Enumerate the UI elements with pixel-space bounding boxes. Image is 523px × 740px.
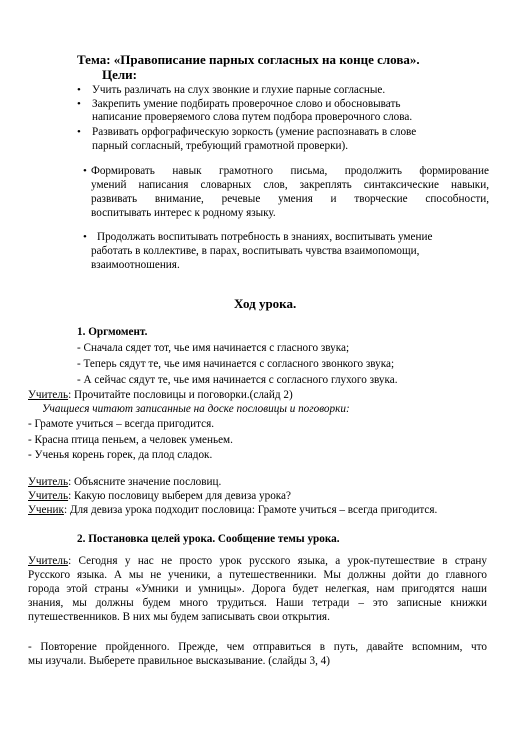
section-2-para-line-2: Русского языка. А мы не ученики, а путешественники. Мы должны дойти до главного (28, 569, 487, 581)
section-2-para-line-3: города этой страны «Умники и умницы». Дорога будет нелегкая, нам пригодятся наши (28, 583, 487, 595)
section-2-para-line-4: знания, мы должны будем много трудиться. Наши тетради – это записные книжки (28, 597, 487, 609)
goal-5-line-1: Продолжать воспитывать потребность в знаниях, воспитывать умение (97, 231, 433, 243)
section-1-line-2: - Теперь сядут те, чье имя начинается с согласного звонкого звука; (77, 358, 395, 370)
section-1-line-1: - Сначала сядет тот, чье имя начинается с гласного звука; (77, 342, 350, 354)
topic-title: Тема: «Правописание парных согласных на конце слова». (77, 52, 420, 67)
proverb-2: - Красна птица пеньем, а человек уменьем. (28, 434, 233, 446)
bullet-icon: • (77, 98, 81, 110)
line-text: : Прочитайте пословицы и поговорки.(слайд 2) (68, 389, 293, 401)
bullet-icon: • (83, 231, 87, 243)
line-text: : Объясните значение пословиц. (68, 476, 222, 488)
section-2-para-line-1 (28, 555, 487, 568)
goal-4-line-1: Формировать навык грамотного письма, продолжить формирование (91, 165, 489, 177)
review-line-2: мы изучали. Выберете правильное высказывание. (слайды 3, 4) (28, 655, 330, 667)
lesson-heading: Ход урока. (234, 296, 297, 311)
bullet-icon: • (77, 126, 81, 138)
dialogue-line-3 (28, 504, 437, 517)
speaker-label: Учитель (28, 476, 69, 488)
goal-2-line-1: Закрепить умение подбирать проверочное слово и обосновывать (92, 98, 401, 110)
section-1-line-3: - А сейчас сядут те, чье имя начинается с согласного глухого звука. (77, 374, 398, 386)
speaker-label: Ученик (28, 504, 64, 516)
dialogue-line-1 (28, 476, 221, 489)
goal-5-line-3: взаимоотношения. (91, 259, 180, 271)
section-1-title: 1. Оргмомент. (77, 326, 148, 338)
goal-3-line-2: парный согласный, требующий грамотной проверки). (92, 140, 349, 152)
line-text: : Для девиза урока подходит пословица: Грамоте учиться – всегда пригодится. (63, 504, 438, 516)
speaker-label: Учитель (28, 555, 69, 567)
line-text: : Сегодня у нас не просто урок русского языка, а урок-путешествие в страну (68, 555, 487, 567)
goal-5-line-2: работать в коллективе, в парах, воспитывать чувства взаимопомощи, (91, 245, 420, 257)
students-read-note: Учащиеся читают записанные на доске пословицы и поговорки: (42, 403, 350, 415)
dialogue-line-2 (28, 490, 291, 503)
line-text: : Какую пословицу выберем для девиза урока? (68, 490, 291, 502)
proverb-3: - Ученья корень горек, да плод сладок. (28, 449, 213, 461)
goal-4-line-4: воспитывать интерес к родному языку. (91, 207, 276, 219)
teacher-line-proverbs (28, 389, 293, 402)
goal-1-line-1: Учить различать на слух звонкие и глухие парные согласные. (92, 84, 386, 96)
goals-heading: Цели: (102, 67, 137, 82)
speaker-label: Учитель (28, 490, 69, 502)
section-2-para-line-5: путешественников. В них мы будем записывать свои открытия. (28, 611, 330, 623)
goal-2-line-2: написание проверяемого слова путем подбора проверочного слова. (92, 111, 413, 123)
section-2-title: 2. Постановка целей урока. Сообщение темы урока. (77, 533, 340, 545)
bullet-icon: • (83, 165, 87, 177)
goal-3-line-1: Развивать орфографическую зоркость (умение распознавать в слове (92, 126, 417, 138)
goal-4-line-3: развивать внимание, речевые умения и творческие способности, (91, 193, 489, 205)
review-line-1: - Повторение пройденного. Прежде, чем отправиться в путь, давайте вспомним, что (28, 641, 487, 653)
bullet-icon: • (77, 84, 81, 96)
proverb-1: - Грамоте учиться – всегда пригодится. (28, 418, 215, 430)
goal-4-line-2: умений написания словарных слов, закреплять синтаксические навыки, (91, 179, 489, 191)
speaker-label: Учитель (28, 389, 69, 401)
